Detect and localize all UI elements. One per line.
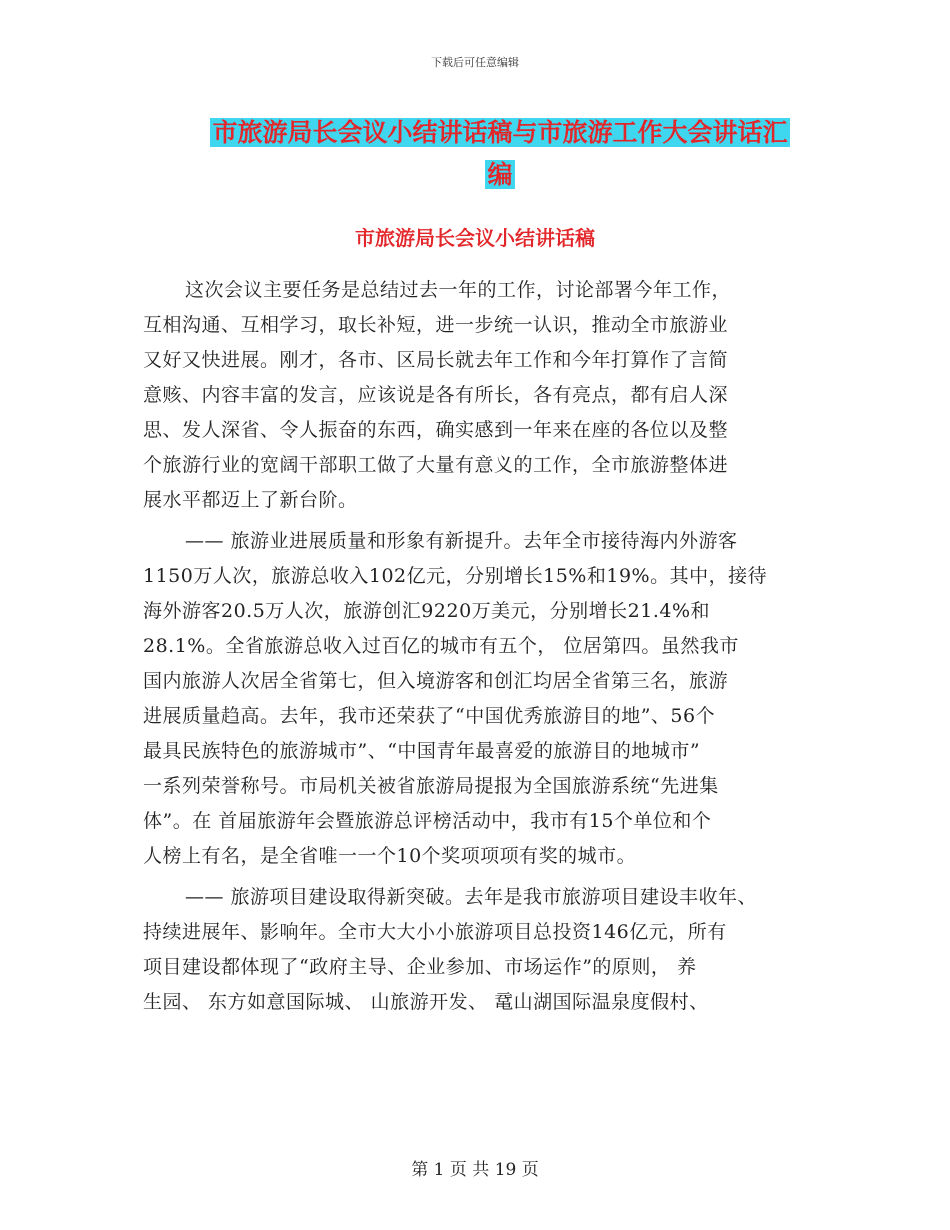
text-line: 海外游客20.5万人次，旅游创汇9220万美元，分别增长21.4%和 [143,600,711,622]
text-line: 这次会议主要任务是总结过去一年的工作，讨论部署今年工作， [185,279,732,301]
text-line: 互相沟通、互相学习，取长补短，进一步统一认识，推动全市旅游业 [143,314,729,336]
document-title-text-2: 编 [487,160,513,189]
text-line: 又好又快进展。刚才，各市、区局长就去年工作和今年打算作了言简 [143,349,729,371]
text-line: 进展质量趋高。去年，我市还荣获了“中国优秀旅游目的地”、56个 [143,705,716,727]
page-number-footer: 第 1 页 共 19 页 [411,1160,539,1180]
document-title-line-1 [195,110,805,156]
text-line: 思、发人深省、令人振奋的东西，确实感到一年来在座的各位以及整 [143,419,729,441]
text-line: 生园、 东方如意国际城、 山旅游开发、 鼋山湖国际温泉度假村、 [143,991,709,1013]
text-line: —— 旅游项目建设取得新突破。去年是我市旅游项目建设丰收年、 [185,886,758,908]
document-title-text-1: 市旅游局长会议小结讲话稿与市旅游工作大会讲话汇 [212,118,788,147]
section-title: 市旅游局长会议小结讲话稿 [355,226,595,250]
text-line: 意赅、内容丰富的发言，应该说是各有所长，各有亮点，都有启人深 [143,384,729,406]
text-line: 人榜上有名，是全省唯一一个10个奖项项项有奖的城市。 [143,845,637,867]
document-title-line-2 [195,152,805,198]
body-text [143,273,823,1026]
header-note: 下载后可任意编辑 [431,56,519,69]
text-line: 28.1%。全省旅游总收入过百亿的城市有五个， 位居第四。虽然我市 [143,635,739,657]
text-line: 体”。在 首届旅游年会暨旅游总评榜活动中，我市有15个单位和个 [143,810,712,832]
paragraph-3 [143,880,823,1020]
text-line: 个旅游行业的宽阔干部职工做了大量有意义的工作，全市旅游整体进 [143,454,729,476]
text-line: 项目建设都体现了“政府主导、企业参加、市场运作”的原则， 养 [143,956,697,978]
text-line: 国内旅游人次居全省第七，但入境游客和创汇均居全省第三名，旅游 [143,670,729,692]
text-line: 持续进展年、影响年。全市大大小小旅游项目总投资146亿元，所有 [143,921,727,943]
text-line: 最具民族特色的旅游城市”、“中国青年最喜爱的旅游目的地城市” [143,740,701,762]
text-line: 一系列荣誉称号。市局机关被省旅游局提报为全国旅游系统“先进集 [143,775,719,797]
paragraph-2 [143,524,823,874]
paragraph-1 [143,273,823,518]
text-line: —— 旅游业进展质量和形象有新提升。去年全市接待海内外游客 [185,530,738,552]
text-line: 1150万人次，旅游总收入102亿元，分别增长15%和19%。其中，接待 [143,565,768,587]
text-line: 展水平都迈上了新台阶。 [143,489,358,511]
